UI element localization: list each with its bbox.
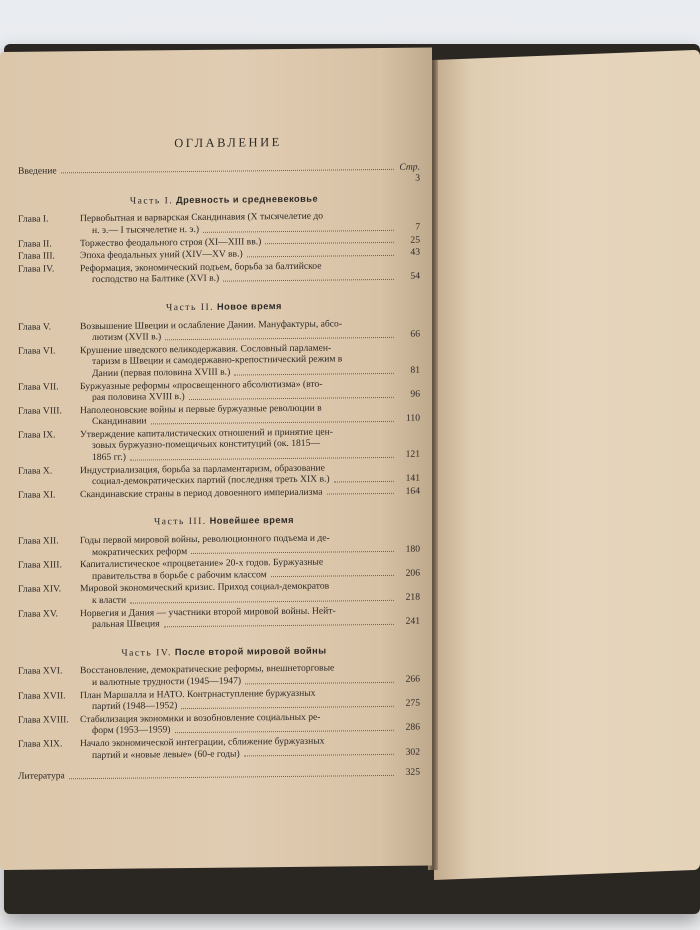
chapter-page-number: 7 [415, 221, 420, 233]
chapter-entry [18, 686, 420, 713]
dot-leader [244, 754, 394, 757]
chapter-title-line: таризм в Швеции и самодержавно-крепостнический режим в [92, 353, 343, 368]
chapter-number: Глава II. [18, 238, 52, 250]
literature-page-number: 325 [405, 766, 420, 778]
dot-leader [234, 372, 394, 375]
chapter-title-line: План Маршалла и НАТО. Контрнаступление буржуазных [80, 687, 316, 701]
chapter-number: Глава XIX. [18, 738, 63, 750]
chapter-title-line: н. э.— I тысячелетие н. э.) [92, 223, 200, 237]
dot-leader [191, 551, 394, 554]
chapter-entry [18, 461, 420, 488]
chapter-number: Глава XIII. [18, 559, 62, 572]
chapter-title-line: Норвегия и Дания — участники второй мировой войны. Нейт- [80, 605, 336, 619]
chapter-number: Глава XVI. [18, 665, 63, 678]
chapter-entry [18, 317, 420, 344]
chapter-number: Глава XVIII. [18, 714, 69, 726]
chapter-title-line: Первобытная и варварская Скандинавия (X тысячелетие до [80, 210, 324, 225]
chapter-page-number: 286 [405, 721, 420, 734]
chapter-page-number: 54 [410, 270, 420, 283]
chapter-title-line: Утверждение капиталистических отношений и принятие цен- [80, 426, 333, 441]
chapter-page-number: 180 [405, 543, 420, 555]
part-heading [18, 300, 420, 316]
dot-leader [265, 242, 394, 244]
chapter-title-line: партий (1948—1952) [92, 700, 178, 713]
intro-page-number: 3 [415, 172, 420, 184]
chapter-title-line: Крушение шведского великодержавия. Сословный парламен- [80, 342, 332, 356]
dot-leader [245, 681, 394, 684]
chapter-title-line: лютизм (XVII в.) [92, 331, 162, 344]
dot-leader [69, 775, 394, 779]
chapter-page-number: 81 [410, 364, 420, 376]
dot-leader [130, 457, 394, 461]
chapter-page-number: 266 [405, 673, 420, 685]
chapter-title-line: Буржуазные реформы «просвещенного абсолютизма» (вто- [80, 378, 323, 392]
chapter-page-number: 25 [410, 234, 420, 246]
chapter-entry [18, 532, 420, 559]
chapter-number: Глава VII. [18, 380, 59, 393]
chapter-title-line: ральная Швеция [92, 618, 160, 631]
chapter-page-number: 275 [405, 697, 420, 709]
part-number: Часть III. [154, 516, 207, 528]
chapter-title-line: Эпоха феодальных уний (XIV—XV вв.) [80, 248, 243, 262]
part-title: Новое время [216, 300, 282, 312]
table-of-contents [18, 136, 420, 783]
chapter-page-number: 66 [410, 328, 420, 340]
chapter-title-line: и валютные трудности (1945—1947) [92, 675, 242, 689]
chapter-title-line: Торжество феодального строя (XI—XIII вв.) [80, 235, 262, 249]
chapter-title-line: Дании (первая половина XVIII в.) [92, 366, 231, 379]
chapter-page-number: 218 [405, 591, 420, 603]
page-column-header: Стр. [399, 161, 420, 173]
chapter-entry [18, 710, 420, 737]
chapter-title-line: социал-демократических партий (последняя треть XIX в.) [92, 473, 330, 488]
chapter-entry [18, 662, 420, 689]
chapter-title-line: Капиталистическое «процветание» 20-х годов. Буржуазные [80, 556, 324, 571]
chapter-title-line: рая половина XVIII в.) [92, 391, 185, 404]
chapter-number: Глава I. [18, 213, 49, 226]
part-title: После второй мировой войны [174, 645, 327, 657]
chapter-number: Глава VI. [18, 345, 56, 357]
dot-leader [334, 481, 394, 483]
dot-leader [130, 599, 394, 603]
chapter-title-line: Восстановление, демократические реформы, внешнеторговые [80, 662, 335, 677]
dot-leader [203, 229, 394, 232]
part-heading [18, 644, 420, 660]
chapter-number: Глава III. [18, 250, 55, 262]
chapter-title-line: 1865 гг.) [92, 451, 126, 464]
chapter-page-number: 121 [405, 448, 420, 460]
part-title: Древность и средневековье [176, 193, 319, 205]
part-heading [18, 192, 420, 208]
chapter-entry [18, 210, 420, 237]
chapter-title-line: господство на Балтике (XVI в.) [92, 273, 220, 286]
chapter-page-number: 241 [405, 615, 420, 627]
dot-leader [247, 255, 394, 258]
chapter-entry [18, 735, 420, 762]
chapter-page-number: 164 [405, 485, 420, 497]
chapter-number: Глава VIII. [18, 405, 62, 417]
chapter-number: Глава XIV. [18, 583, 62, 596]
chapter-page-number: 96 [410, 388, 420, 400]
dot-leader [164, 624, 394, 627]
chapter-title-line: Скандинавии [92, 415, 147, 428]
chapter-entry [18, 556, 420, 583]
chapter-title-line: к власти [92, 594, 127, 607]
literature-label: Литература [18, 770, 65, 782]
dot-leader [271, 575, 394, 577]
chapter-page-number: 43 [410, 246, 420, 258]
dot-leader [181, 706, 394, 709]
chapter-page-number: 206 [405, 567, 420, 579]
dot-leader [175, 730, 395, 733]
chapter-entry [18, 341, 420, 380]
dot-leader [151, 421, 394, 425]
chapter-title-line: правительства в борьбе с рабочим классом [92, 569, 267, 582]
chapter-page-number: 302 [405, 746, 420, 758]
chapter-title-line: Наполеоновские войны и первые буржуазные революции в [80, 402, 322, 416]
dot-leader [165, 337, 394, 340]
chapter-number: Глава V. [18, 320, 52, 333]
chapter-title-line: зовых буржуазно-помещичьих конституций (ок. 1815— [92, 438, 320, 452]
chapter-number: Глава XI. [18, 489, 56, 501]
dot-leader [327, 493, 394, 495]
part-number: Часть II. [166, 301, 215, 314]
chapter-number: Глава IV. [18, 263, 55, 275]
chapter-number: Глава XV. [18, 607, 58, 620]
chapter-entry [18, 580, 420, 607]
chapter-title-line: Индустриализация, борьба за парламентаризм, образование [80, 462, 325, 476]
chapter-number: Глава IX. [18, 429, 56, 441]
part-title: Новейшее время [209, 515, 294, 527]
chapter-entry [18, 259, 420, 286]
chapter-title-line: Мировой экономический кризис. Приход социал-демократов [80, 580, 330, 595]
chapter-entry [18, 425, 420, 464]
part-number: Часть IV. [121, 646, 172, 659]
dot-leader [223, 279, 394, 282]
part-heading [18, 514, 420, 530]
chapter-title-line: форм (1953—1959) [92, 724, 171, 737]
chapter-entry [18, 377, 420, 404]
left-page [0, 47, 432, 870]
part-number: Часть I. [129, 194, 174, 207]
chapter-number: Глава XVII. [18, 689, 66, 702]
chapter-title-line: партий и «новые левые» (60-е годы) [92, 748, 240, 761]
dot-leader [189, 397, 394, 400]
right-page [434, 50, 700, 880]
intro-label: Введение [18, 165, 57, 177]
chapter-entry [18, 401, 420, 428]
toc-parts [18, 192, 420, 762]
chapter-title-line: Начало экономической интеграции, сближение буржуазных [80, 735, 325, 750]
chapter-title-line: мократических реформ [92, 545, 188, 558]
chapter-title-line: Реформация, экономический подъем, борьба за балтийское [80, 260, 322, 274]
chapter-number: Глава X. [18, 465, 53, 477]
chapter-number: Глава XII. [18, 535, 59, 547]
chapter-title-line: Возвышение Швеции и ослабление Дании. Мануфактуры, абсо- [80, 317, 343, 332]
chapter-title-line: Годы первой мировой войны, революционного подъема и де- [80, 532, 330, 547]
toc-title: ОГЛАВЛЕНИЕ [174, 135, 282, 151]
chapter-title-line: Скандинавские страны в период довоенного империализма [80, 486, 323, 501]
chapter-page-number: 141 [405, 472, 420, 485]
chapter-entry [18, 604, 420, 631]
chapter-page-number: 110 [405, 412, 420, 425]
chapter-title-line: Стабилизация экономики и возобновление социальных ре- [80, 711, 321, 725]
